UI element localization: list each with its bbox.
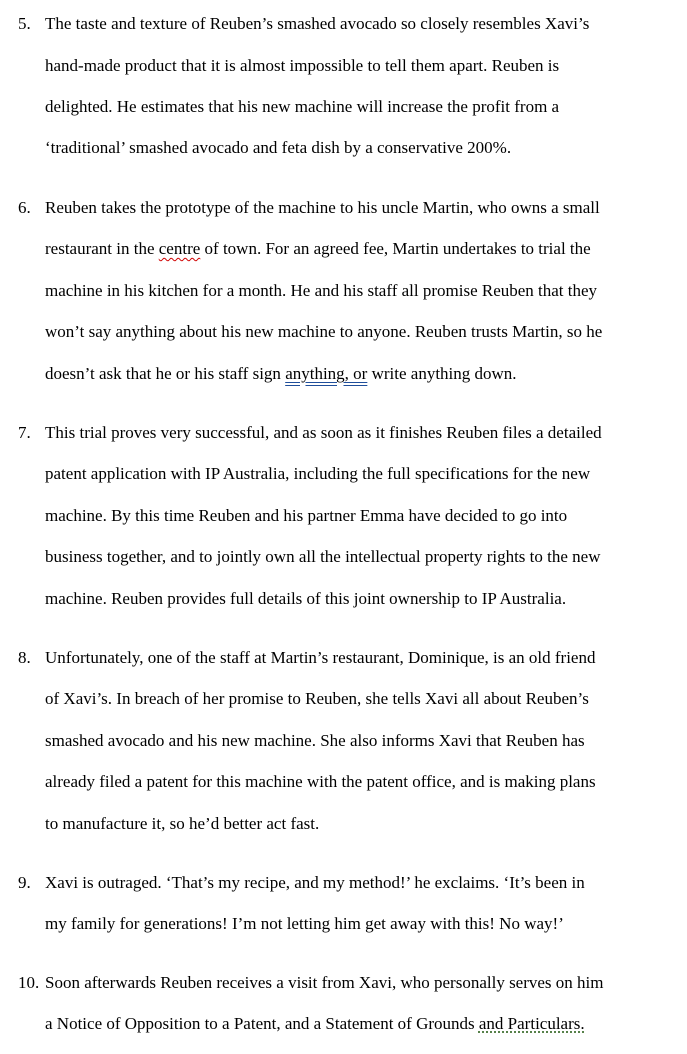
item-6-line-1: Reuben takes the prototype of the machine to his uncle Martin, who owns a small: [45, 198, 600, 217]
item-number: 10.: [18, 973, 40, 992]
item-8-line-4: already filed a patent for this machine with the patent office, and is making plans: [45, 772, 596, 791]
item-8-line-5: to manufacture it, so he’d better act fast.: [45, 814, 320, 833]
item-7-line-5: machine. Reuben provides full details of this joint ownership to IP Australia.: [45, 589, 567, 608]
item-10-line-2: a Notice of Opposition to a Patent, and a Statement of Grounds and Particulars.: [45, 1014, 585, 1033]
spelling-flag: centre: [158, 239, 201, 258]
item-8-line-1: Unfortunately, one of the staff at Martin’s restaurant, Dominique, is an old friend: [45, 648, 596, 667]
item-8-line-3: smashed avocado and his new machine. She also informs Xavi that Reuben has: [45, 731, 585, 750]
item-number: 6.: [18, 198, 31, 217]
item-6-line-2: restaurant in the centre of town. For an agreed fee, Martin undertakes to trial the: [45, 239, 591, 258]
item-8-line-2: of Xavi’s. In breach of her promise to Reuben, she tells Xavi all about Reuben’s: [45, 689, 589, 708]
item-5-line-3: delighted. He estimates that his new machine will increase the profit from a: [45, 97, 560, 116]
item-7-line-2: patent application with IP Australia, including the full specifications for the new: [45, 464, 591, 483]
item-number: 8.: [18, 648, 31, 667]
item-7-line-3: machine. By this time Reuben and his partner Emma have decided to go into: [45, 506, 568, 525]
item-5-line-4: ‘traditional’ smashed avocado and feta dish by a conservative 200%.: [45, 138, 512, 157]
item-number: 5.: [18, 14, 31, 33]
item-9-line-2: my family for generations! I’m not letting him get away with this! No way!’: [45, 914, 564, 933]
item-6-line-4: won’t say anything about his new machine to anyone. Reuben trusts Martin, so he: [45, 322, 603, 341]
item-6-line-3: machine in his kitchen for a month. He and his staff all promise Reuben that they: [45, 281, 598, 300]
item-6-line-5: doesn’t ask that he or his staff sign anything, or write anything down.: [45, 364, 517, 383]
item-5-line-2: hand-made product that it is almost impossible to tell them apart. Reuben is: [45, 56, 560, 75]
item-number: 7.: [18, 423, 31, 442]
item-number: 9.: [18, 873, 31, 892]
item-7-line-1: This trial proves very successful, and as soon as it finishes Reuben files a detailed: [45, 423, 602, 442]
item-7-line-4: business together, and to jointly own all the intellectual property rights to the new: [45, 547, 601, 566]
grammar-flag: anything, or: [285, 364, 368, 383]
item-5-line-1: The taste and texture of Reuben’s smashed avocado so closely resembles Xavi’s: [45, 14, 590, 33]
style-flag: and Particulars.: [478, 1014, 585, 1033]
item-10-line-1: Soon afterwards Reuben receives a visit from Xavi, who personally serves on him: [45, 973, 604, 992]
item-9-line-1: Xavi is outraged. ‘That’s my recipe, and my method!’ he exclaims. ‘It’s been in: [45, 873, 585, 892]
